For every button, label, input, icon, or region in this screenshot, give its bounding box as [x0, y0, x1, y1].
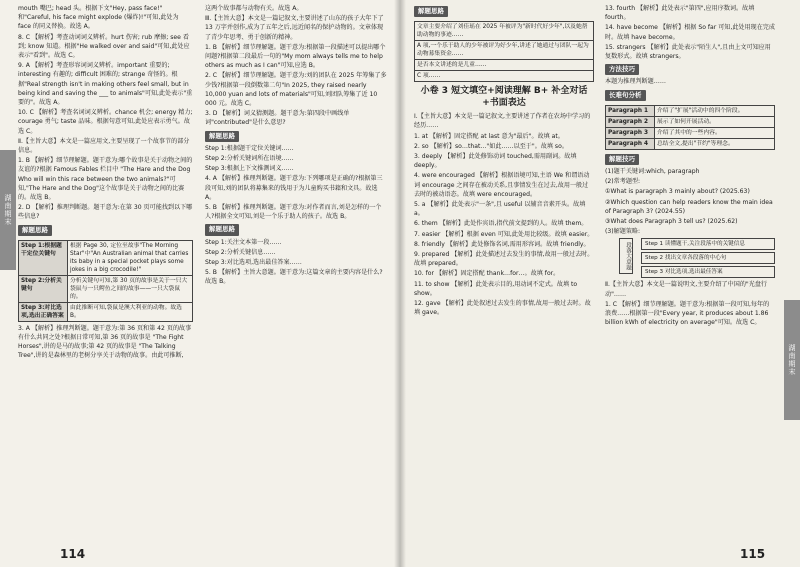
lesson-title: 小卷 3 短文填空+阅读理解 B+ 补全对话+书面表达: [420, 86, 588, 109]
answer-paragraph: 3. A 【解析】推理判断题。题干意为:第 36 页和第 42 页的故事有什么共同之处?根据日常可知,第 36 页的故事是 "The Fight Horses",讲的是马的故事;第 42 页的故事是 "The Talking Tree",讲的是森林里的老树分享关于动物的故事。由此可推断,: [18, 324, 192, 360]
answer-paragraph: 11. to show 【解析】此处表示目的,用动词不定式。故填 to show。: [414, 280, 578, 297]
answer-paragraph: 1. B 【解析】细节理解题。题干意为:哪个故事是关于动物之间的友谊的?根据 Famous Fables 栏目中 "The Hare and the Dog Who will win this race between the two animals?"可知,"The Hare and the Dog"这个故事是关于动物之间的比赛的。故选 B。: [18, 157, 193, 202]
table-row: [606, 127, 775, 138]
answer-paragraph: 4. A 【解析】推理判断题。题干意为:下列哪项是正确的?根据第三段可知,刘的团队将募集来的钱用于为儿童购买书籍和文具。故选 A。: [205, 175, 383, 201]
answer-paragraph: Ⅰ.【主旨大意】本文是一篇记叙文,主要讲述了作者在农场中学习的经历……: [414, 113, 591, 130]
answer-paragraph: 7. easier 【解析】根据 even 可知,此处用比较级。故填 easier。: [414, 230, 594, 238]
strategy-row: [19, 302, 193, 321]
strategy-step: Step 1:根据题干定位关键词……: [205, 144, 294, 152]
answer-paragraph: Ⅱ.【主旨大意】本文是一篇应用文,主要呈现了一个故事节的部分信息。: [18, 137, 190, 155]
table-row: [606, 138, 775, 149]
answer-paragraph: Step 3:对比选项,选出最佳答案……: [205, 259, 302, 267]
flow-diagram: [605, 238, 775, 278]
strategy-content: 由此推断可知,袋鼠是澳大利亚的动物。故选 B。: [68, 302, 193, 321]
answer-paragraph: 5. B 【解析】推理判断题。题干意为:对作者而言,刘是怎样的一个人?根据全文可知,刘是一个乐于助人的孩子。故选 B。: [205, 204, 382, 221]
answer-paragraph: 4. were encouraged 【解析】根据语境可知,主语 We 和谓语动词 encourage 之间存在被动关系,且事情发生在过去,故用一般过去时的被动语态。故填 were encouraged。: [414, 172, 590, 198]
table-row: [415, 60, 594, 71]
strategy2-label: 解题思路: [205, 131, 239, 142]
note-line: ①What is paragraph 3 mainly about? (2025.63): [605, 188, 750, 196]
flow-step: Step 3 对比选项,选出最佳答案: [641, 266, 775, 278]
note-line: ③What does Paragraph 3 tell us? (2025.62): [605, 218, 738, 226]
right-page-number: 115: [740, 547, 766, 561]
right-top-table: [414, 21, 594, 82]
answer-paragraph: 13. fourth 【解析】此处表示"第四",应用序数词。故填 fourth。: [605, 5, 755, 22]
answer-paragraph: 14. have become 【解析】根据 So far 可知,此处用现在完成时。故填 have become。: [605, 24, 775, 41]
answer-paragraph: 3. deeply 【解析】此处修饰动词 touched,需用副词。故填 deeply。: [414, 153, 577, 170]
tips-text: 本题为推理判断题……: [605, 78, 666, 86]
right-strategy-label: 解题思路: [414, 6, 448, 17]
answer-paragraph: 5. B 【解析】主旨大意题。题干意为:这篇文章的主要内容是什么?故选 B。: [205, 269, 383, 286]
table-cell: 是否本文讲述的是儿童……: [415, 60, 594, 71]
strategy-row: [19, 240, 193, 275]
answer-paragraph: 1. at 【解析】固定搭配 at last 意为"最后"。故填 at。: [414, 132, 564, 140]
answer-paragraph: 15. strangers 【解析】此处表示"陌生人",且由上文可知应用复数形式。故填 strangers。: [605, 43, 771, 61]
paragraph-label: Paragraph 2: [606, 116, 655, 127]
answer-paragraph: Ⅲ.【主旨大意】本文是一篇记叙文,主要讲述了山东的孩子大年下了 13 万字并创作,成为了五年之后,远近闻名的保护动物的。文章体现了青少年思考、勇于创新的精神。: [205, 15, 384, 41]
left-page-number: 114: [60, 547, 86, 561]
table2-label: 长难句分析: [605, 90, 646, 101]
answer-paragraph: 2. D 【解析】推理判断题。题干意为:在第 30 页可能找到以下哪些信息?: [18, 204, 193, 221]
answer-paragraph: 2. C 【解析】细节理解题。题干意为:刘的团队在 2025 年筹集了多少钱?根据第一段倒数第二句"In 2025, they raised nearly 10,000 yuan and lots of materials"可知,刘团队筹集了近 10 000 元。故选 C。: [205, 72, 387, 108]
strategy-row: [19, 275, 193, 302]
answer-paragraph: 12. gave 【解析】此处叙述过去发生的事情,故用一般过去时。故填 gave。: [414, 300, 591, 317]
paragraph-summary: 介绍了其中的一些内容。: [655, 127, 775, 138]
strategy-content: 根据 Page 30, 定位至故事"The Morning Star"中"An Australian animal that carries its baby in a special pocket plays some jokes in a big crocodile!": [68, 240, 193, 275]
notes-label: 解题技巧: [605, 154, 639, 165]
page-gutter: [394, 0, 406, 567]
table-row: [606, 116, 775, 127]
paragraph-label: Paragraph 3: [606, 127, 655, 138]
note-line: (3)解题策略:: [605, 228, 641, 236]
answer-paragraph: Step 2:分析关键信息……: [205, 248, 276, 256]
flow-step: Step 2 找出文章各段落的中心句: [641, 252, 775, 264]
paragraph-label: Paragraph 4: [606, 138, 655, 149]
flow-step: Step 1 读懂题干,关注段落中的关键信息: [641, 238, 775, 250]
note-line: (1)题干关键词:which, paragraph: [605, 168, 700, 176]
answer-paragraph: Step 1:关注文本第一段……: [205, 238, 282, 246]
paragraph-label: Paragraph 1: [606, 105, 655, 116]
answer-paragraph: 6. them 【解析】此处作宾语,指代前文提到的人。故填 them。: [414, 220, 588, 228]
paragraph-summary: 总结全文,提出"节约"等理念。: [655, 138, 775, 149]
answer-paragraph: 1. B 【解析】细节理解题。题干意为:根据第一段描述可以提出哪个问题?根据第二段最后一句的"My mom always tells me to help others as much as I can"可知,应选 B。: [205, 43, 386, 70]
tips-label: 方法技巧: [605, 64, 639, 75]
flow-label: 段落大意题: [619, 238, 633, 274]
table-cell: A 项,一个乐于助人的少年被评为好少年,讲述了她通过与团队一起为动物募集资金……: [415, 41, 594, 60]
answer-paragraph: 9. A 【解析】考查形容词词义辨析。important 重要的; interesting 有趣的; difficult 困难的; strange 奇怪的。根据"Real strength isn't in making others feel small, but in being kind and saving the ___ to animals"可知,此处表示"重要的"。故选 A。: [18, 62, 193, 107]
left-col-1: [18, 4, 193, 362]
paragraph-summary: 介绍了"扩展"活动中的四个阶段。: [655, 105, 775, 116]
strategy3-label: 解题思路: [205, 224, 239, 235]
paragraph-summary: 展示了如何开展活动。: [655, 116, 775, 127]
note-line: ②Which question can help readers know the main idea of Paragraph 3? (2024.55): [605, 198, 773, 215]
strategy-label: 解题思路: [18, 225, 52, 236]
answer-paragraph: 3. D 【解析】词义猜测题。题干意为:第四段中画线单词"contributed"是什么意思?: [205, 110, 350, 127]
answer-paragraph: 8. friendly 【解析】此处修饰名词,需用形容词。故填 friendly。: [414, 240, 590, 248]
right-side-tab: 湖南期末: [784, 300, 800, 420]
answer-paragraph: 这两个故事都与动物有关。故选 A。: [205, 5, 303, 12]
strategy-step: Step 2:分析关键句: [19, 275, 68, 302]
answer-paragraph: 2. so 【解析】so…that…"如此……以至于"。故填 so。: [414, 142, 568, 150]
answer-paragraph: 5. a 【解析】此处表示"一条",且 useful 以辅音音素开头。故填 a。: [414, 201, 586, 218]
answer-paragraph: 9. prepared 【解析】此处描述过去发生的事情,故用一般过去时。故填 prepared。: [414, 251, 594, 268]
left-side-tab: 湖南期末: [0, 150, 16, 270]
strategy-step: Step 1:根据题干定位关键句: [19, 240, 68, 275]
right-col-1: [414, 4, 594, 318]
right-col-2: [605, 4, 775, 328]
table-cell: 文章主要介绍了刘佳瑶在 2025 年被评为"新时代好少年",以及她帮助动物的事迹……: [415, 22, 594, 41]
answer-paragraph: 8. C 【解析】考查动词词义辨析。hurt 伤害; rub 摩擦; see 看到; know 知道。根据"He walked over and said"可知,此处应表示"看到"。故选 C。: [18, 33, 190, 60]
table-row: [415, 22, 594, 41]
right-page: [400, 0, 800, 567]
table-row: [415, 71, 594, 82]
paragraph-table: [605, 105, 775, 150]
answer-paragraph: Ⅱ.【主旨大意】本文是一篇说明文,主要介绍了中国的"光盘行动"……: [605, 281, 768, 298]
table-row: [606, 105, 775, 116]
table-row: [415, 41, 594, 60]
table-cell: C 项……: [415, 71, 594, 82]
answer-paragraph: 10. for 【解析】固定搭配 thank…for…。故填 for。: [414, 270, 560, 278]
answer-paragraph: 10. C 【解析】考查名词词义辨析。chance 机会; energy 精力; courage 勇气; taste 品味。根据句意可知,此处应表示勇气。故选 C。: [18, 109, 193, 135]
answer-paragraph: 1. C 【解析】细节理解题。题干意为:根据第一段可知,每年的浪费……根据第一段"Every year, it produces about 1.86 billion kWh of electricity on average"可知。故选 C。: [605, 300, 770, 327]
left-col-2: [205, 4, 387, 288]
strategy-step: Step 3:根据上下文推测词义……: [205, 165, 294, 173]
note-line: (2)常考题型:: [605, 178, 641, 186]
answer-paragraph: mouth 嘴巴; head 头。根据下文"Hey, pass face!" 和"Careful, his face might explode (爆炸)!"可知,此处为 face 的同义替换。故选 A。: [18, 5, 179, 31]
strategy-step: Step 2:分析关键词所在语境……: [205, 155, 294, 163]
strategy-table: [18, 240, 193, 322]
strategy-content: 分析关键句可知,第 30 页的故事是关于一只大袋鼠与一只鳄鱼之间的故事——一只大袋鼠的。: [68, 275, 193, 302]
strategy-step: Step 3:对比选项,选出正确答案: [19, 302, 68, 321]
